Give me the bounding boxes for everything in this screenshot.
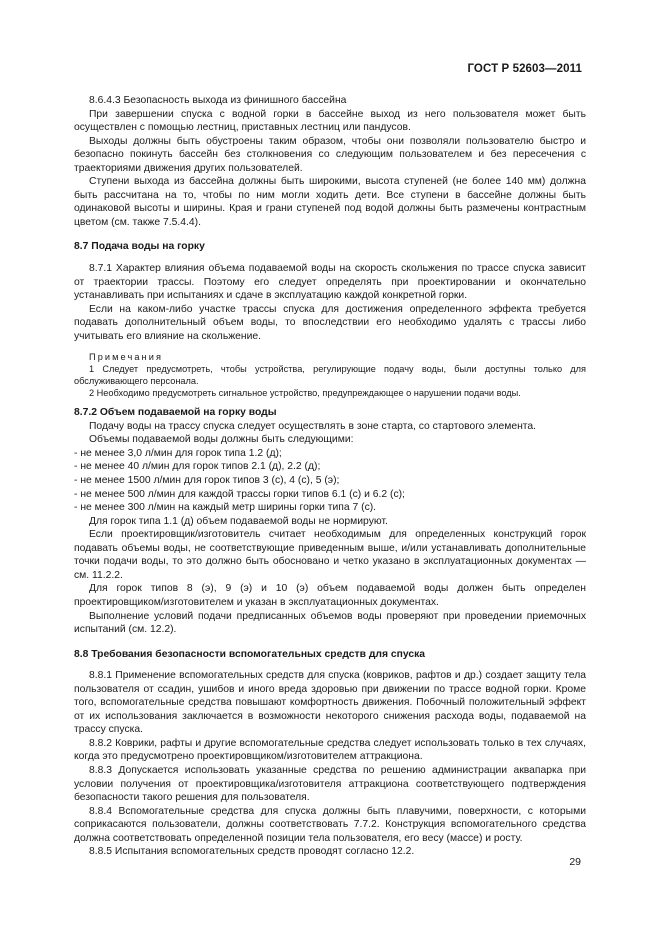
section-8-7-heading: 8.7 Подача воды на горку	[74, 241, 205, 253]
document-header-standard: ГОСТ Р 52603—2011	[467, 63, 582, 75]
section-8-6-4-3-paragraph-1: При завершении спуска с водной горки в бассейне выход из него пользователя может быть осуществлен с помощью лестниц, приставных лестниц или пандусов.	[74, 108, 586, 134]
section-8-6-4-3-paragraph-3: Ступени выхода из бассейна должны быть широкими, высота ступеней (не более 140 мм) должна быть рассчитана на то, чтобы по ним могли ходить дети. Все ступени в бассейне должны быть одинаковой высоты и ширины. Края и грани ступеней под водой должны быть размечены контрастным цветом (см. также 7.5.4.4).	[74, 176, 586, 228]
list-item: - не менее 300 л/мин на каждый метр ширины горки типа 7 (с).	[74, 502, 377, 514]
section-8-7-2-paragraph-2: Объемы подаваемой воды должны быть следующими:	[89, 434, 354, 446]
section-8-8-1-paragraph: 8.8.1 Применение вспомогательных средств для спуска (ковриков, рафтов и др.) создает защиту тела пользователя от ссадин, ушибов и иного вреда здоровью при движении по трассе водной горки. Кроме того, вспомогательные средства повышают комфортность движения. Побочный положительный эффект от их использования заключается в возможности некоторого снижения расхода воды, подаваемой на трассу спуска.	[74, 670, 586, 736]
note-2: 2 Необходимо предусмотреть сигнальное устройство, предупреждающее о нарушении подачи воды.	[89, 388, 521, 399]
section-8-7-2-paragraph-5: Для горок типов 8 (э), 9 (э) и 10 (э) объем подаваемой воды должен быть определен проектировщиком/изготовителем и указан в эксплуатационных документах.	[74, 583, 586, 608]
section-8-7-2-paragraph-3: Для горок типа 1.1 (д) объем подаваемой воды не нормируют.	[89, 515, 388, 527]
notes-block	[74, 351, 586, 399]
page-body	[74, 94, 586, 859]
section-8-8-4-paragraph: 8.8.4 Вспомогательные средства для спуска должны быть плавучими, поверхности, с которыми соприкасаются пользователи, должны соответствовать 7.7.2. Конструкция вспомогательного средства должна соответствовать определенной позиции тела пользователя, его весу (массе) и росту.	[74, 805, 586, 844]
section-8-8-3-paragraph: 8.8.3 Допускается использовать указанные средства по решению администрации аквапарка при условии получения от проектировщика/изготовителя аттракциона соответствующего подтверждения безопасности такого решения для пользователя.	[74, 764, 586, 804]
section-8-8-2-paragraph: 8.8.2 Коврики, рафты и другие вспомогательные средства следует использовать только в тех случаях, когда это предусмотрено проектировщиком/изготовителем аттракциона.	[74, 737, 586, 763]
section-8-7-2-paragraph-6: Выполнение условий подачи предписанных объемов воды проверяют при проведении приемочных испытаний (см. 12.2).	[74, 610, 586, 636]
section-8-7-1-paragraph: 8.7.1 Характер влияния объема подаваемой воды на скорость скольжения по трассе спуска зависит от траектории трассы. Поэтому его следует определять при проектировании и окончательно устанавливать при испытаниях и сдаче в эксплуатацию каждой конкретной горки.	[74, 263, 586, 302]
list-item: - не менее 500 л/мин для каждой трассы горки типов 6.1 (с) и 6.2 (с);	[74, 488, 405, 500]
section-8-6-4-3-title: 8.6.4.3 Безопасность выхода из финишного бассейна	[89, 95, 347, 106]
page-number: 29	[569, 856, 581, 868]
list-item: - не менее 3,0 л/мин для горок типа 1.2 (д);	[74, 447, 282, 459]
list-item: - не менее 1500 л/мин для горок типов 3 (с), 4 (с), 5 (э);	[74, 475, 340, 487]
section-8-6-4-3-paragraph-2: Выходы должны быть обустроены таким образом, чтобы они позволяли пользователю быстро и безопасно покинуть бассейн без столкновения со следующим пользователем и без пересечения с траекториями движения других пользователей.	[74, 135, 586, 174]
note-1: 1 Следует предусмотреть, чтобы устройства, регулирующие подачу воды, были доступны только для обслуживающего персонала.	[74, 364, 586, 387]
section-8-7-2-paragraph-1: Подачу воды на трассу спуска следует осуществлять в зоне старта, со стартового элемента.	[89, 420, 537, 432]
list-item: - не менее 40 л/мин для горок типов 2.1 (д), 2.2 (д);	[74, 461, 321, 473]
section-8-7-2-heading: 8.7.2 Объем подаваемой на горку воды	[74, 407, 277, 419]
section-8-8-5-paragraph: 8.8.5 Испытания вспомогательных средств проводят согласно 12.2.	[89, 846, 415, 858]
section-8-7-paragraph-2: Если на каком-либо участке трассы спуска для достижения определенного эффекта требуется подавать дополнительный объем воды, то впоследствии его необходимо удалять с трассы либо учитывать его влияние на скольжение.	[74, 303, 586, 342]
section-8-8-heading: 8.8 Требования безопасности вспомогательных средств для спуска	[74, 648, 426, 660]
notes-title: Примечания	[89, 352, 164, 363]
section-8-7-2-paragraph-4: Если проектировщик/изготовитель считает необходимым для определенных конструкций горок подавать объемы воды, не соответствующие приведенным выше, и/или устанавливать дополнительные точки подачи воды, то это должно быть обосновано и четко указано в эксплуатационных документах — см. 11.2.2.	[74, 529, 586, 581]
